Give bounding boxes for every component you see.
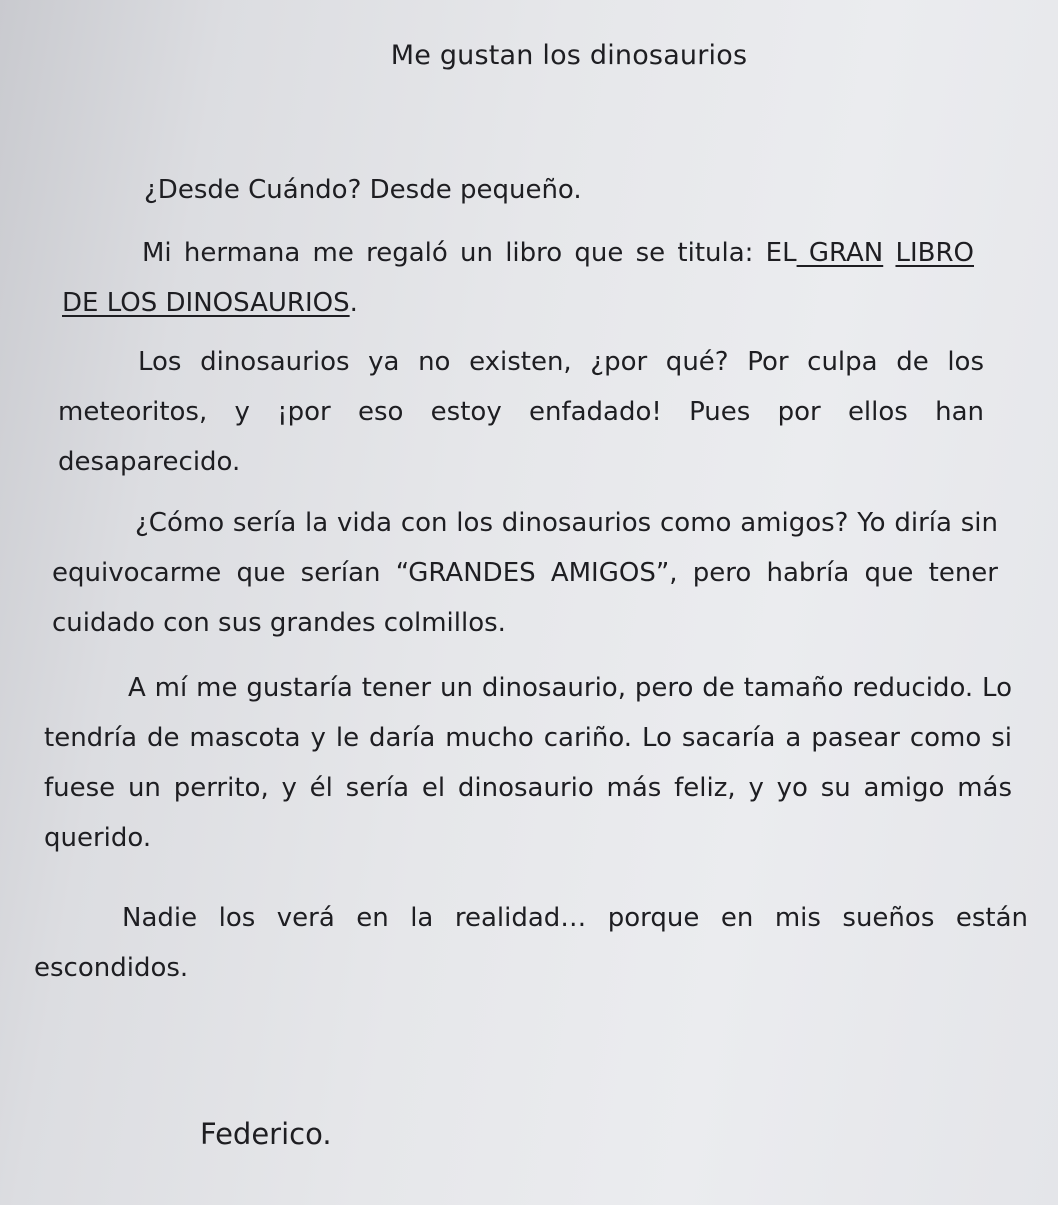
paragraph-extinction: Los dinosaurios ya no existen, ¿por qué? Por culpa de los meteoritos, y ¡por eso estoy enfadado! Pues por ellos han desaparecido.: [58, 347, 984, 477]
paragraph-pet-dinosaur: A mí me gustaría tener un dinosaurio, pero de tamaño reducido. Lo tendría de mascota y le daría mucho cariño. Lo sacaría a pasear como si fuese un perrito, y él sería el dinosaurio más feliz, y yo su amigo más querido.: [44, 673, 1012, 853]
paragraph-since-when: ¿Desde Cuándo? Desde pequeño.: [144, 175, 582, 205]
document-title: Me gustan los dinosaurios: [390, 40, 748, 71]
paragraph-dreams: Nadie los verá en la realidad… porque en mis sueños están escondidos.: [34, 903, 1028, 983]
paragraph-book-gift-end: .: [349, 288, 358, 318]
book-title-part2: LIBRO DE LOS DINOSAURIOS: [62, 238, 974, 318]
paragraph-book-gift-text: Mi hermana me regaló un libro que se titula: EL: [142, 238, 797, 268]
paragraph-book-gift: [62, 228, 974, 328]
book-title-part1: GRAN: [796, 238, 884, 268]
signature: Federico.: [200, 1117, 332, 1151]
paragraph-friends: ¿Cómo sería la vida con los dinosaurios como amigos? Yo diría sin equivocarme que serían “GRANDES AMIGOS”, pero habría que tener cuidado con sus grandes colmillos.: [52, 508, 998, 638]
